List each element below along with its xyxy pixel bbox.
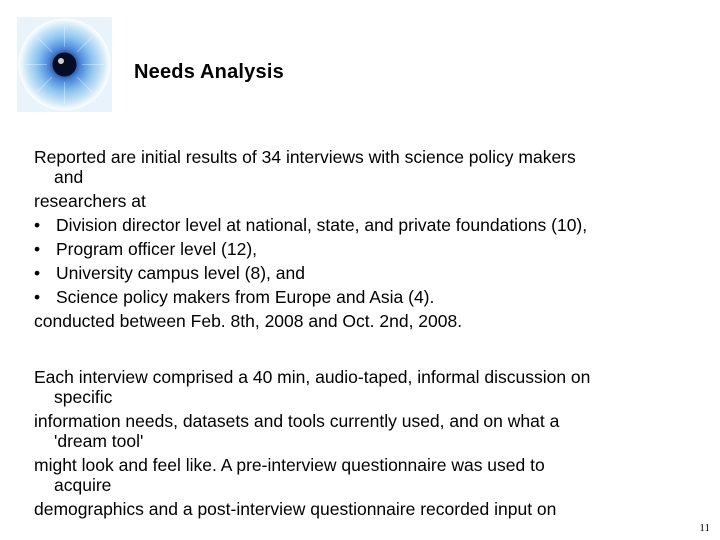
closing-line: conducted between Feb. 8th, 2008 and Oct. 2nd, 2008. [34,311,463,331]
bullet-dot: • [34,239,41,259]
method-line-1: Each interview comprised a 40 min, audio-taped, informal discussion on [34,367,591,387]
intro-line-wrap: and [54,167,84,187]
method-line-2: information needs, datasets and tools currently used, and on what a [34,411,560,431]
bullet-item: • Science policy makers from Europe and Asia (4). [34,287,435,307]
intro-line: Reported are initial results of 34 interviews with science policy makers [34,147,576,167]
bullet-dot: • [34,215,41,235]
method-line-3: might look and feel like. A pre-interview questionnaire was used to [34,455,545,475]
page-number: 11 [699,522,710,534]
bullet-item: • Division director level at national, state, and private foundations (10), [34,215,588,235]
eye-iris-icon [17,17,112,112]
bullet-item: • University campus level (8), and [34,263,305,283]
slide-title: Needs Analysis [134,61,284,83]
paragraph-interviews [34,145,694,333]
bullet-dot: • [34,263,41,283]
method-line-3-wrap: acquire [54,475,112,495]
intro-line-2: researchers at [34,191,146,211]
paragraph-method [34,365,694,521]
slide-body [34,145,694,521]
bullet-item: • Program officer level (12), [34,239,258,259]
paragraph-gap [34,333,694,365]
method-line-1-wrap: specific [54,387,113,407]
method-line-2-wrap: 'dream tool' [54,431,144,451]
method-line-4: demographics and a post-interview questionnaire recorded input on [34,499,557,519]
bullet-dot: • [34,287,41,307]
